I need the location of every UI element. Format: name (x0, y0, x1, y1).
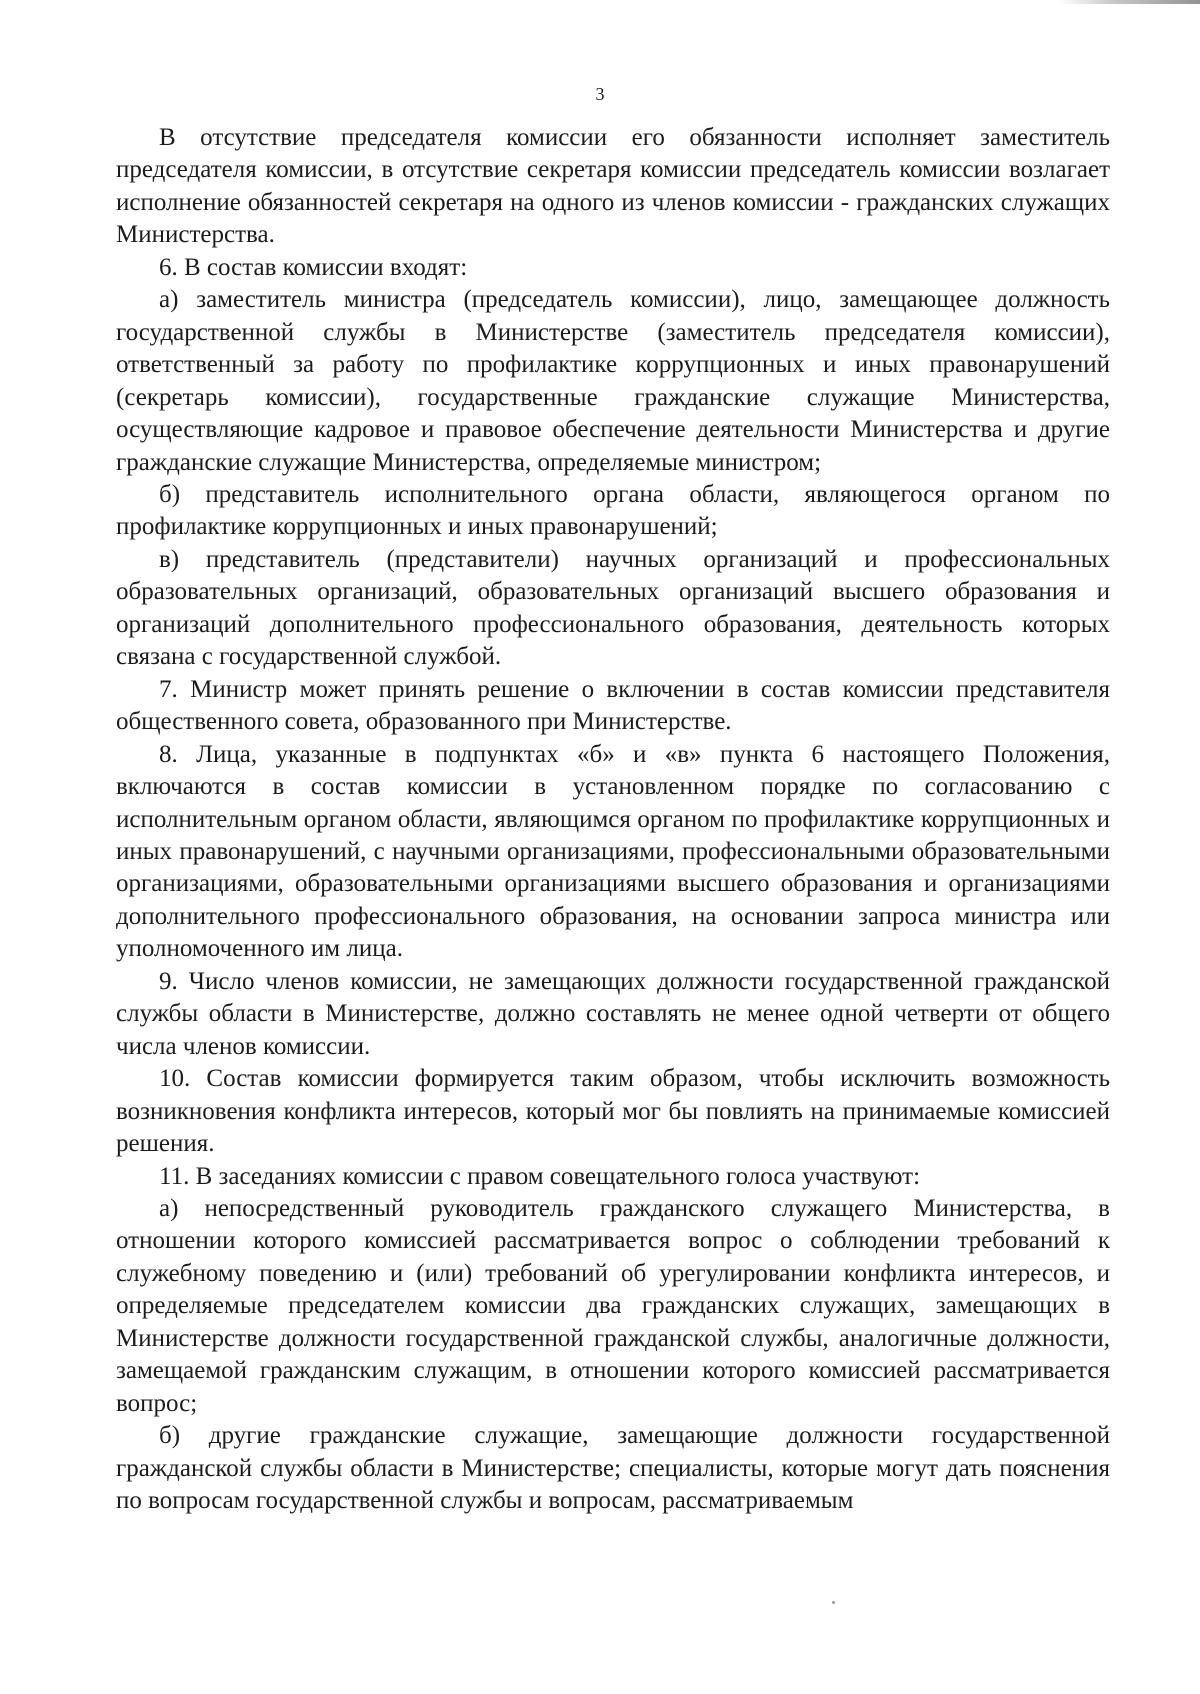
paragraph-7: 7. Министр может принять решение о включении в состав комиссии представителя общественного совета, образованного при Министерстве. (116, 675, 1110, 736)
paragraph-6-commission-composition: 6. В состав комиссии входят: (159, 253, 468, 281)
paragraph-6b: б) представитель исполнительного органа области, являющегося органом по профилактике коррупционных и иных правонарушений; (116, 480, 1110, 541)
paragraph-10: 10. Состав комиссии формируется таким образом, чтобы исключить возможность возникновения конфликта интересов, который мог бы повлиять на принимаемые комиссией решения. (116, 1065, 1110, 1158)
paragraph-6a: а) заместитель министра (председатель комиссии), лицо, замещающее должность государственной службы в Министерстве (заместитель председателя комиссии), ответственный за работу по профилактике коррупционных и иных правонарушений (секретарь комиссии), государственные гражданские служащие Министерства, осуществляющие кадровое и правовое обеспечение деятельности Министерства и другие гражданские служащие Министерства, определяемые министром; (116, 286, 1110, 476)
paragraph-8: 8. Лица, указанные в подпунктах «б» и «в» пункта 6 настоящего Положения, включаются в состав комиссии в установленном порядке по согласованию с исполнительным органом области, являющимся органом по профилактике коррупционных и иных правонарушений, с научными организациями, профессиональными образовательными организациями, образовательными организациями высшего образования и организациями дополнительного профессионального образования, на основании запроса министра или уполномоченного им лица. (116, 740, 1110, 963)
scan-edge-mark (1060, 0, 1200, 4)
document-body (116, 122, 1110, 1517)
paragraph-11: 11. В заседаниях комиссии с правом совещательного голоса участвуют: (159, 1162, 921, 1190)
paragraph-6c: в) представитель (представители) научных организаций и профессиональных образовательных организаций, образовательных организаций высшего образования и организаций дополнительного профессионального образования, деятельность которых связана с государственной службой. (116, 545, 1110, 671)
scan-speck (832, 1601, 835, 1604)
paragraph-9: 9. Число членов комиссии, не замещающих должности государственной гражданской службы области в Министерстве, должно составлять не менее одной четверти от общего числа членов комиссии. (116, 967, 1110, 1060)
paragraph-deputy-replacement: В отсутствие председателя комиссии его обязанности исполняет заместитель председателя комиссии, в отсутствие секретаря комиссии председатель комиссии возлагает исполнение обязанностей секретаря на одного из членов комиссии - гражданских служащих Министерства. (116, 124, 1110, 249)
page-number: 3 (595, 84, 605, 104)
paragraph-11a: а) непосредственный руководитель гражданского служащего Министерства, в отношении которого комиссией рассматривается вопрос о соблюдении требований к служебному поведению и (или) требований об урегулировании конфликта интересов, и определяемые председателем комиссии два гражданских служащих, замещающих в Министерстве должности государственной гражданской службы, аналогичные должности, замещаемой гражданским служащим, в отношении которого комиссией рассматривается вопрос; (116, 1194, 1110, 1417)
paragraph-11b: б) другие гражданские служащие, замещающие должности государственной гражданской службы области в Министерстве; специалисты, которые могут дать пояснения по вопросам государственной службы и вопросам, рассматриваемым (116, 1422, 1110, 1515)
